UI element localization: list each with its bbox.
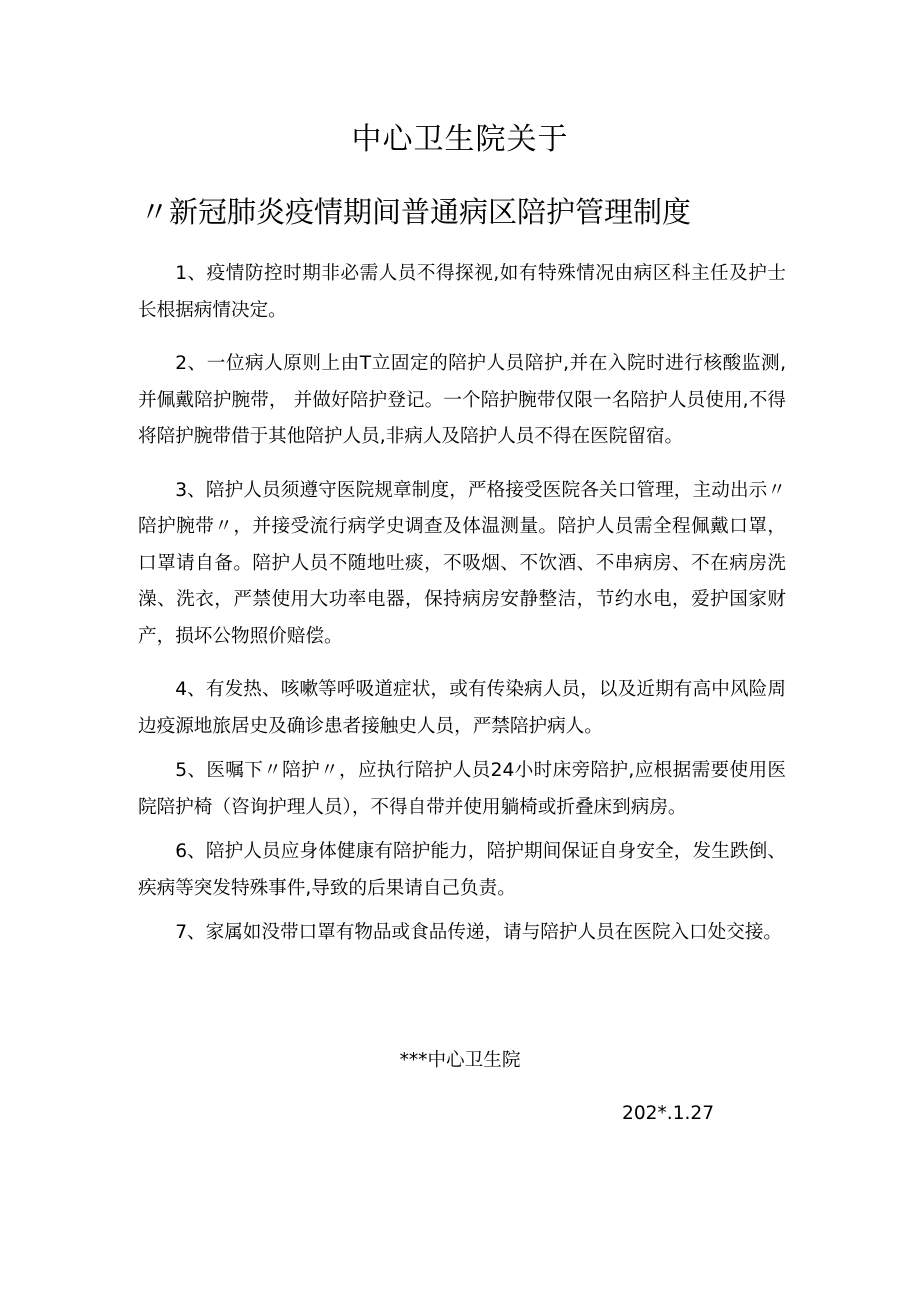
paragraph-3: 3、陪护人员须遵守医院规章制度，严格接受医院各关口管理，主动出示〃陪护腕带〃，并接受流行病学史调查及体温测量。陪护人员需全程佩戴口罩，口罩请自备。陪护人员不随地吐痰，不吸烟、不饮酒、不串病房、不在病房洗澡、洗衣，严禁使用大功率电器，保持病房安静整洁，节约水电，爱护国家财产，损坏公物照价赔偿。 <box>138 479 786 647</box>
date: 202*.1.27 <box>622 1103 715 1124</box>
paragraph-2: 2、一位病人原则上由T立固定的陪护人员陪护,并在入院时进行核酸监测,并佩戴陪护腕带， 并做好陪护登记。一个陪护腕带仅限一名陪护人员使用,不得将陪护腕带借于其他陪护人员,非病人及陪护人员不得在医院留宿。 <box>138 353 786 447</box>
paragraph-5: 5、医嘱下〃陪护〃，应执行陪护人员24小时床旁陪护,应根据需要使用医院陪护椅（咨询护理人员），不得自带并使用躺椅或折叠床到病房。 <box>138 760 786 818</box>
signature: ***中心卫生院 <box>399 1050 521 1071</box>
paragraph-4: 4、有发热、咳嗽等呼吸道症状，或有传染病人员，以及近期有高中风险周边疫源地旅居史及确诊患者接触史人员，严禁陪护病人。 <box>138 679 786 737</box>
title-line-1: 中心卫生院关于 <box>351 122 569 157</box>
paragraph-1: 1、疫情防控时期非必需人员不得探视,如有特殊情况由病区科主任及护士长根据病情决定。 <box>138 263 786 321</box>
document-body <box>138 256 786 952</box>
paragraph-6: 6、陪护人员应身体健康有陪护能力，陪护期间保证自身安全，发生跌倒、疾病等突发特殊事件,导致的后果请自己负责。 <box>138 841 786 899</box>
paragraph-7: 7、家属如没带口罩有物品或食品传递，请与陪护人员在医院入口处交接。 <box>175 922 783 943</box>
title-line-2: 〃新冠肺炎疫情期间普通病区陪护管理制度 <box>140 195 692 229</box>
